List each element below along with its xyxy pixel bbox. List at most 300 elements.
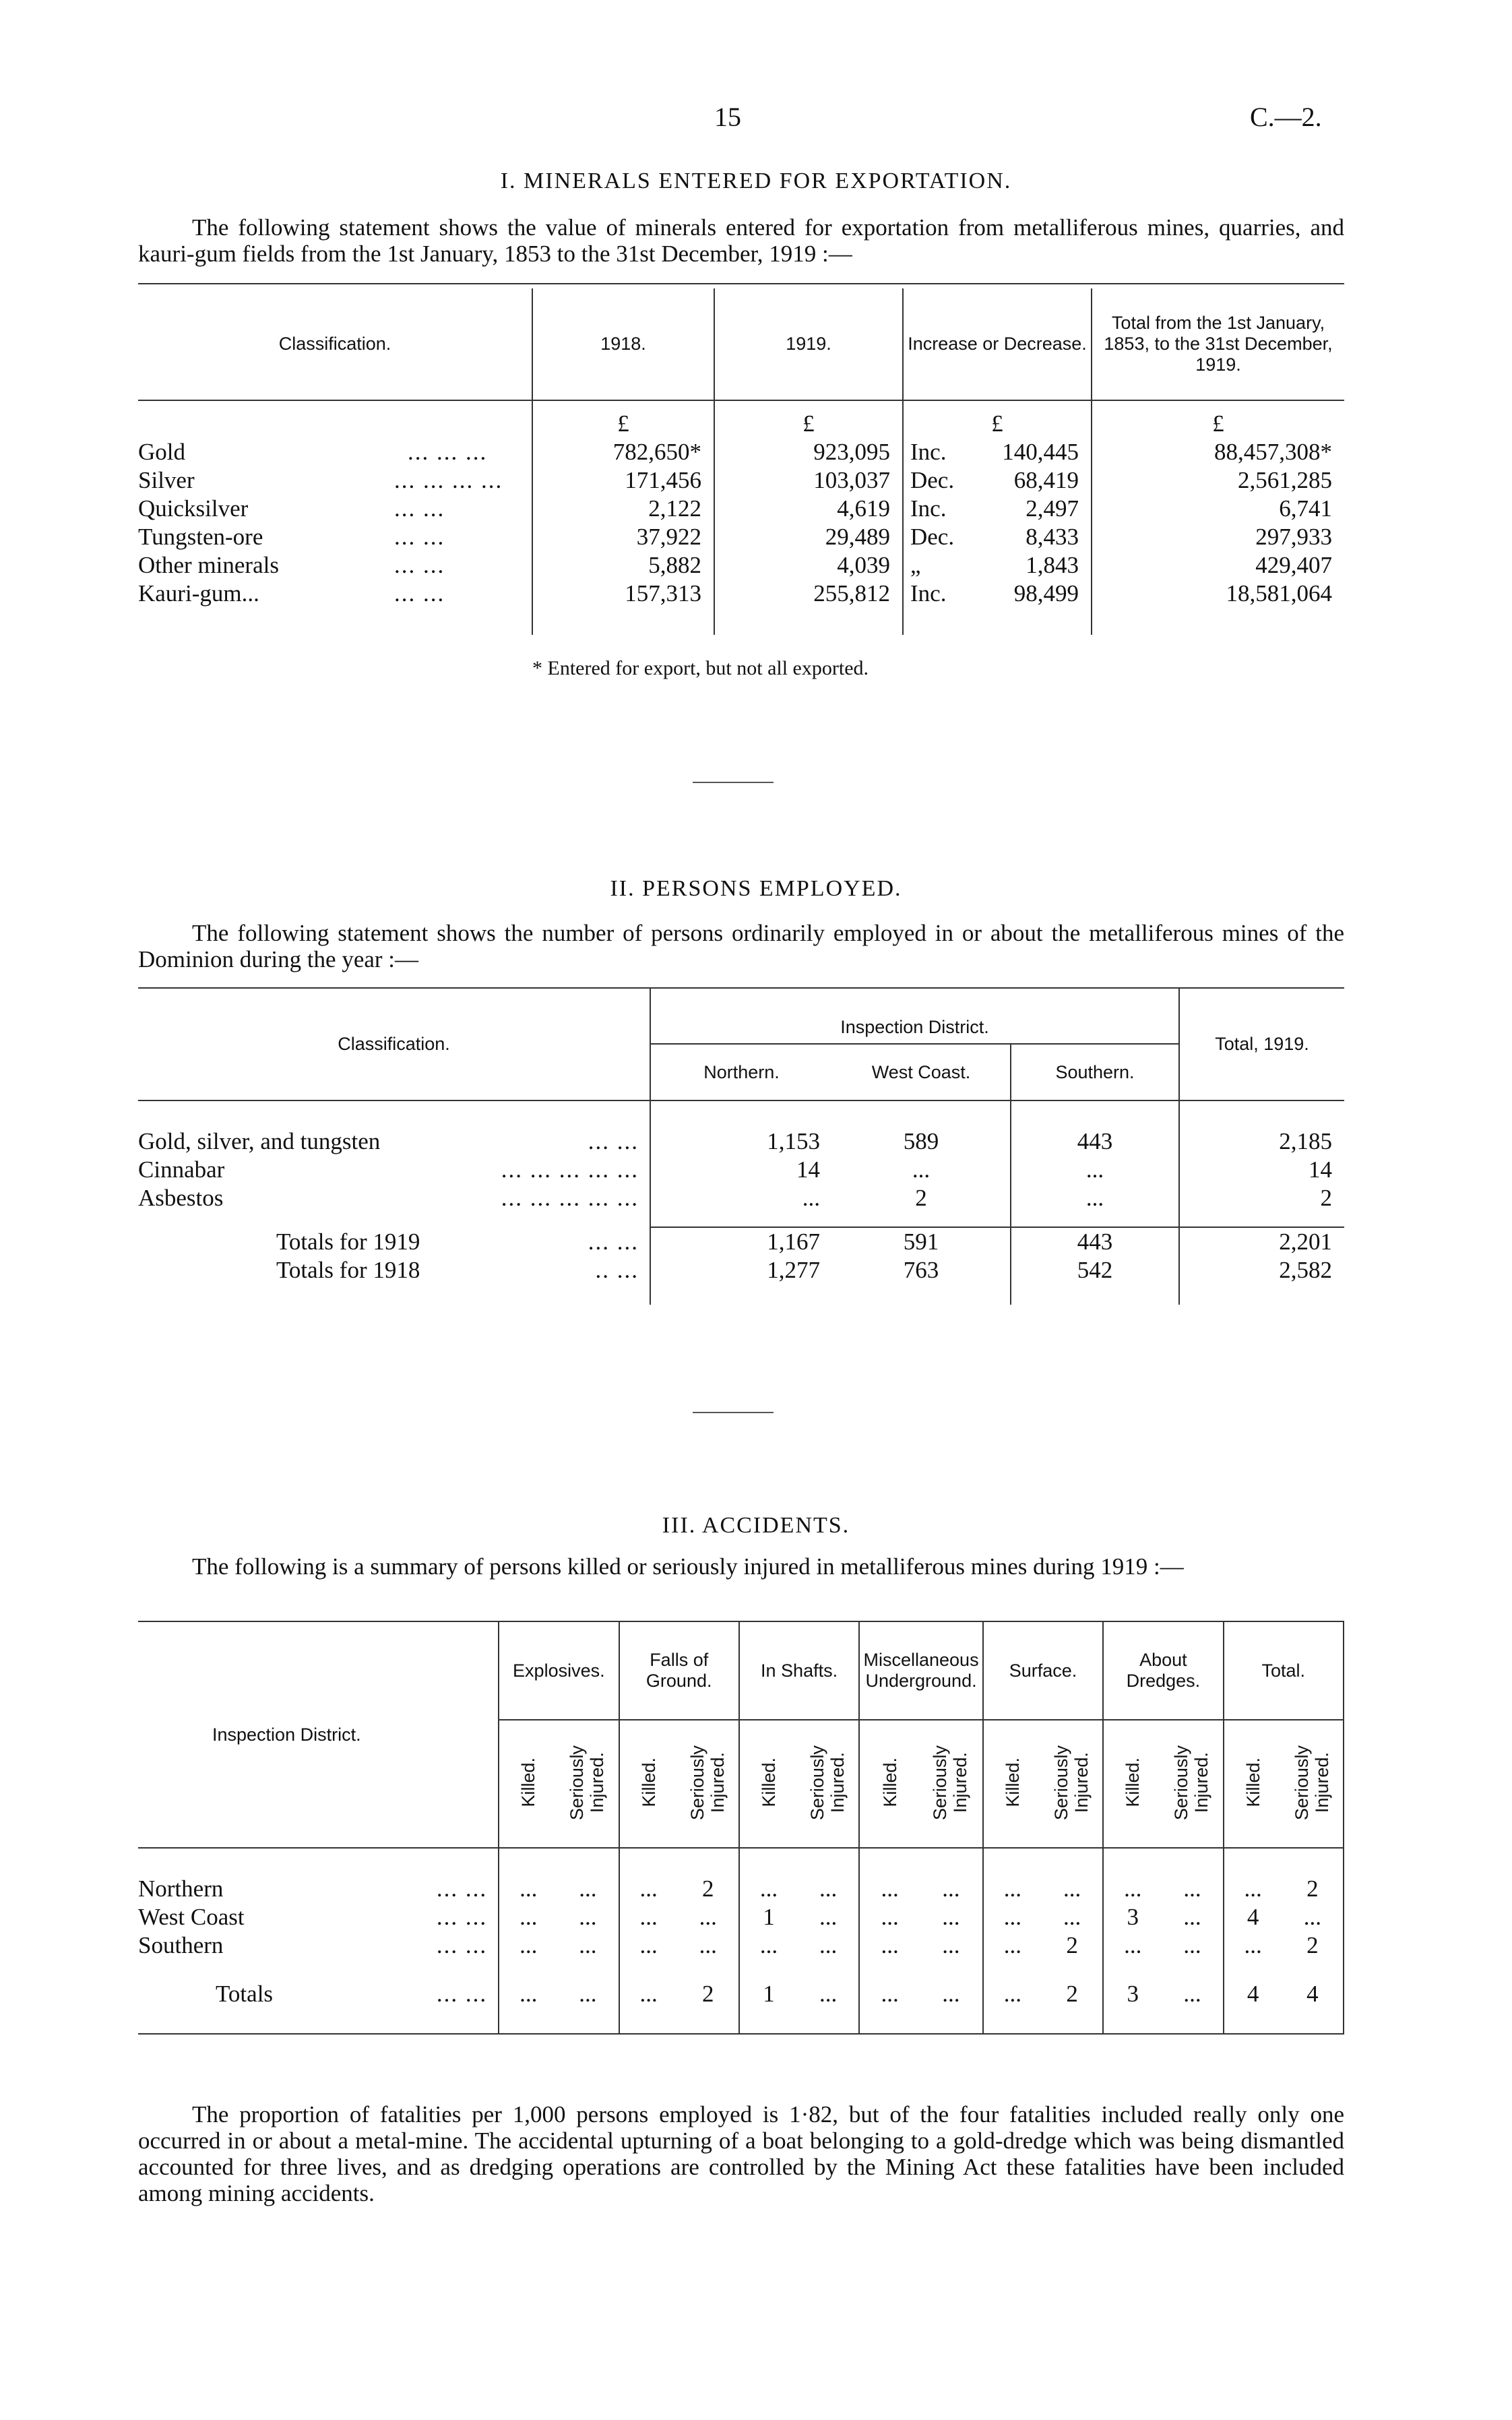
totals-spacer (138, 1212, 1344, 1227)
value-1919: 255,812 (714, 580, 903, 608)
mineral-row (138, 466, 1344, 495)
table-bottom-spacer (138, 608, 1344, 635)
killed-total: ... (881, 1981, 899, 2007)
header-inspection-district: Inspection District. (650, 989, 1179, 1044)
district-cell (138, 1903, 499, 1931)
change-type: Inc. (910, 580, 947, 607)
spacer-cell (1282, 2011, 1344, 2034)
spacer-cell (983, 2011, 1042, 2034)
injured-subheader: Seriously Injured. (1291, 1744, 1332, 1820)
injured-subheader: Seriously Injured. (1051, 1744, 1092, 1820)
change-cell (903, 580, 1092, 608)
grand-total: 2,582 (1279, 1257, 1332, 1283)
injured-value: ... (678, 1931, 739, 1960)
injured-value: ... (1162, 1931, 1223, 1960)
injured-total: ... (1162, 1977, 1223, 2011)
value-1918: 37,922 (532, 523, 714, 551)
spacer-cell (1103, 1848, 1162, 1875)
leader-dots: ... ... (394, 552, 445, 578)
value-1918: 171,456 (532, 466, 714, 495)
killed-value: ... (1124, 1875, 1142, 1902)
leader-dots: ... ... (436, 1981, 488, 2007)
total-since-1853: 297,933 (1255, 524, 1332, 550)
killed-total: 3 (1127, 1981, 1139, 2007)
northern-count: 1,153 (767, 1128, 820, 1154)
injured-value: ... (920, 1875, 983, 1903)
spacer-cell (650, 1100, 832, 1127)
value-1918: 782,650* (532, 438, 714, 466)
currency-total: £ (1212, 410, 1224, 437)
spacer-cell (499, 2011, 557, 2034)
leader-dots: ... ... ... ... (394, 467, 503, 493)
spacer-cell (499, 1848, 557, 1875)
mineral-name: Tungsten-ore (138, 524, 263, 550)
totals-label: Totals (216, 1981, 274, 2007)
section2-intro (138, 920, 1344, 972)
mineral-row (138, 580, 1344, 608)
change-type: „ (910, 552, 921, 578)
spacer-cell (920, 1848, 983, 1875)
spacer-cell (859, 1848, 920, 1875)
change-type: Inc. (910, 495, 947, 522)
leader-dots: ... ... (588, 1228, 639, 1255)
section2-title: II. PERSONS EMPLOYED. (610, 876, 902, 901)
spacer-cell (903, 608, 1092, 635)
accidents-table (138, 1622, 1344, 2035)
totals-label-cell (138, 1256, 650, 1284)
mineral-row (138, 438, 1344, 466)
killed-value: ... (1124, 1932, 1142, 1958)
district-cell (138, 1931, 499, 1960)
header-total-1919: Total, 1919. (1215, 1034, 1309, 1054)
currency-1919: £ (714, 400, 903, 438)
killed-total: ... (519, 1981, 538, 2007)
killed-subheader-cell (983, 1720, 1042, 1848)
section-divider-2 (693, 1412, 774, 1413)
page-number: 15 (714, 102, 741, 132)
injured-subheader-cell (920, 1720, 983, 1848)
killed-value: ... (881, 1932, 899, 1958)
section1-intro (138, 214, 1344, 267)
district-name: Southern (138, 1932, 224, 1958)
change-amount: 8,433 (1026, 524, 1079, 550)
southern-count: ... (1011, 1156, 1179, 1184)
spacer-cell (739, 1960, 798, 1977)
value-1919: 923,095 (714, 438, 903, 466)
value-1919: 103,037 (714, 466, 903, 495)
header-southern: Southern. (1011, 1044, 1179, 1100)
injured-value: ... (557, 1931, 619, 1960)
mineral-classification (138, 438, 532, 466)
section3-title: III. ACCIDENTS. (662, 1513, 850, 1538)
district-name: Northern (138, 1875, 224, 1902)
header-northern: Northern. (650, 1044, 832, 1100)
killed-value: 4 (1247, 1904, 1259, 1930)
accident-group-header: In Shafts. (739, 1622, 859, 1720)
mineral-name: Quicksilver (138, 495, 249, 522)
header-total-from-1853: Total from the 1st January, 1853, to the 31st December, 1919. (1104, 313, 1333, 375)
spacer-cell (798, 1960, 859, 1977)
header-spacer (138, 1100, 1344, 1127)
killed-subheader-cell (1103, 1720, 1162, 1848)
leader-dots: ... ... (588, 1128, 639, 1154)
spacer-cell (714, 608, 903, 635)
change-amount: 140,445 (1002, 439, 1079, 465)
value-1918: 157,313 (532, 580, 714, 608)
killed-subheader: Killed. (758, 1757, 779, 1807)
value-1919: 4,619 (714, 495, 903, 523)
mineral-name: Kauri-gum... (138, 580, 259, 607)
injured-subheader-cell (1282, 1720, 1344, 1848)
employment-row (138, 1156, 1344, 1184)
killed-value: ... (519, 1932, 538, 1958)
accident-row (138, 1931, 1344, 1960)
change-type: Dec. (910, 467, 955, 493)
total-since-1853: 88,457,308* (1214, 439, 1332, 465)
killed-subheader-cell (739, 1720, 798, 1848)
accident-group-header: Miscellaneous Underground. (859, 1622, 983, 1720)
killed-total: 4 (1247, 1981, 1259, 2007)
accident-totals-row (138, 1977, 1344, 2011)
killed-value: ... (1003, 1932, 1021, 1958)
spacer-cell (1224, 1960, 1282, 1977)
persons-employed-table (138, 989, 1344, 1305)
classification-name: Cinnabar (138, 1156, 225, 1183)
west-coast-count: 589 (832, 1127, 1011, 1156)
spacer-cell (798, 1848, 859, 1875)
section1-table-top-rule (138, 283, 1344, 284)
spacer-cell (859, 2011, 920, 2034)
employment-total-row (138, 1227, 1344, 1256)
spacer-cell (138, 1960, 499, 1977)
west-coast-total: 763 (832, 1256, 1011, 1284)
spacer-cell (678, 1848, 739, 1875)
spacer-cell (739, 2011, 798, 2034)
spacer-cell (1103, 1960, 1162, 1977)
killed-value: ... (881, 1904, 899, 1930)
killed-value: ... (1244, 1875, 1262, 1902)
injured-value: ... (1042, 1875, 1103, 1903)
mineral-name: Silver (138, 467, 195, 493)
west-coast-count: 2 (832, 1184, 1011, 1212)
spacer-cell (1162, 1960, 1223, 1977)
killed-value: ... (519, 1904, 538, 1930)
killed-subheader-cell (499, 1720, 557, 1848)
killed-subheader-cell (859, 1720, 920, 1848)
employment-row (138, 1127, 1344, 1156)
fatalities-paragraph (138, 2101, 1344, 2206)
mineral-classification (138, 466, 532, 495)
accident-row (138, 1903, 1344, 1931)
killed-subheader: Killed. (638, 1757, 659, 1807)
northern-total: 1,167 (767, 1229, 820, 1255)
injured-value: ... (1282, 1903, 1344, 1931)
spacer-cell (859, 1960, 920, 1977)
leader-dots: ... ... (436, 1904, 488, 1930)
mineral-classification (138, 495, 532, 523)
killed-subheader: Killed. (1002, 1757, 1023, 1807)
spacer-cell (1224, 2011, 1282, 2034)
change-cell (903, 438, 1092, 466)
spacer-cell (1179, 1100, 1344, 1127)
spacer-cell (138, 608, 532, 635)
mineral-row (138, 523, 1344, 551)
spacer-cell (532, 608, 714, 635)
bottom-spacer (138, 2011, 1344, 2034)
northern-total: 1,277 (767, 1257, 820, 1283)
injured-total: ... (557, 1977, 619, 2011)
killed-subheader: Killed. (518, 1757, 539, 1807)
section1-intro-text: The following statement shows the value of minerals entered for exportation from metalliferous mines, quarries, and kauri-gum fields from the 1st January, 1853 to the 31st December, 1919 :— (138, 214, 1344, 267)
totals-label: Totals for 1919 (276, 1228, 420, 1255)
injured-total: ... (920, 1977, 983, 2011)
killed-value: 3 (1127, 1904, 1139, 1930)
spacer-cell (920, 2011, 983, 2034)
spacer-cell (1162, 1848, 1223, 1875)
accident-row (138, 1875, 1344, 1903)
spacer-cell (619, 2011, 678, 2034)
mineral-row (138, 495, 1344, 523)
spacer-cell (138, 1848, 499, 1875)
employment-classification (138, 1156, 650, 1184)
totals-label-cell (138, 1227, 650, 1256)
change-cell (903, 466, 1092, 495)
injured-subheader-cell (678, 1720, 739, 1848)
spacer-cell (1179, 1284, 1344, 1305)
injured-subheader-cell (1162, 1720, 1223, 1848)
employment-classification (138, 1184, 650, 1212)
document-reference: C.—2. (1250, 102, 1322, 132)
employment-row (138, 1184, 1344, 1212)
change-type: Dec. (910, 524, 955, 550)
bottom-spacer (138, 1284, 1344, 1305)
spacer-cell (1282, 1960, 1344, 1977)
spacer-cell (138, 1100, 650, 1127)
injured-value: ... (798, 1875, 859, 1903)
injured-value: 2 (1042, 1931, 1103, 1960)
value-1918: 5,882 (532, 551, 714, 580)
injured-subheader: Seriously Injured. (1171, 1744, 1212, 1820)
leader-dots: ... ... (394, 580, 445, 607)
employment-classification (138, 1127, 650, 1156)
change-amount: 68,419 (1013, 467, 1079, 493)
section2-intro-text: The following statement shows the number of persons ordinarily employed in or about the metalliferous mines of the Dominion during the year :— (138, 920, 1344, 972)
injured-subheader-cell (557, 1720, 619, 1848)
killed-value: ... (639, 1932, 658, 1958)
header-classification: Classification. (138, 288, 532, 400)
injured-value: ... (678, 1903, 739, 1931)
change-cell (903, 551, 1092, 580)
injured-value: 2 (678, 1875, 739, 1903)
total-count: 14 (1309, 1156, 1332, 1183)
killed-value: ... (1003, 1904, 1021, 1930)
spacer-cell (983, 1960, 1042, 1977)
injured-subheader-cell (798, 1720, 859, 1848)
total-count: 2,185 (1279, 1128, 1332, 1154)
spacer-cell (557, 2011, 619, 2034)
header-spacer (138, 1848, 1344, 1875)
injured-value: ... (1042, 1903, 1103, 1931)
currency-change: £ (903, 400, 1092, 438)
killed-subheader: Killed. (879, 1757, 900, 1807)
header-classification: Classification. (138, 989, 650, 1100)
injured-value: ... (798, 1931, 859, 1960)
spacer-cell (920, 1960, 983, 1977)
northern-count: 14 (796, 1156, 820, 1183)
value-1919: 29,489 (714, 523, 903, 551)
header-1919: 1919. (714, 288, 903, 400)
section1-footnote: * Entered for export, but not all exported. (532, 657, 869, 679)
injured-value: ... (1162, 1903, 1223, 1931)
injured-value: 2 (1282, 1875, 1344, 1903)
change-cell (903, 523, 1092, 551)
killed-value: ... (639, 1904, 658, 1930)
accident-group-header: Total. (1224, 1622, 1344, 1720)
injured-subheader: Seriously Injured. (687, 1744, 728, 1820)
injured-subheader: Seriously Injured. (807, 1744, 848, 1820)
change-cell (903, 495, 1092, 523)
section3-intro-text: The following is a summary of persons killed or seriously injured in metalliferous mines during 1919 :— (192, 1553, 1184, 1580)
killed-total: ... (1003, 1981, 1021, 2007)
leader-dots: ... ... ... ... ... (501, 1156, 639, 1183)
spacer-cell (1011, 1100, 1179, 1127)
spacer-cell (832, 1100, 1011, 1127)
mineral-row (138, 551, 1344, 580)
spacer-cell (557, 1848, 619, 1875)
spacer-cell (499, 1960, 557, 1977)
spacer-cell (650, 1212, 832, 1227)
spacer-cell (1042, 1848, 1103, 1875)
killed-total: 1 (763, 1981, 775, 2007)
killed-value: ... (1003, 1875, 1021, 1902)
spacer-cell (1224, 1848, 1282, 1875)
spacer-cell (557, 1960, 619, 1977)
grand-total: 2,201 (1279, 1229, 1332, 1255)
change-amount: 2,497 (1026, 495, 1079, 522)
killed-value: ... (881, 1875, 899, 1902)
spacer-cell (739, 1848, 798, 1875)
spacer-cell (138, 2011, 499, 2034)
killed-subheader: Killed. (1242, 1757, 1263, 1807)
spacer-cell (1103, 2011, 1162, 2034)
injured-subheader-cell (1042, 1720, 1103, 1848)
spacer-cell (138, 1284, 650, 1305)
leader-dots: ... ... ... ... ... (501, 1185, 639, 1211)
spacer-cell (1162, 2011, 1223, 2034)
injured-value: ... (920, 1903, 983, 1931)
injured-value: 2 (1282, 1931, 1344, 1960)
spacer-cell (832, 1284, 1011, 1305)
killed-value: ... (1244, 1932, 1262, 1958)
injured-total: 4 (1282, 1977, 1344, 2011)
total-since-1853: 2,561,285 (1238, 467, 1332, 493)
spacer-cell (1179, 1212, 1344, 1227)
killed-value: 1 (763, 1904, 775, 1930)
header-increase-decrease: Increase or Decrease. (903, 288, 1092, 400)
killed-value: ... (759, 1932, 778, 1958)
accident-group-header: Explosives. (499, 1622, 619, 1720)
leader-dots: ... ... ... (408, 439, 488, 465)
mineral-classification (138, 551, 532, 580)
killed-value: ... (519, 1875, 538, 1902)
totals-spacer (138, 1960, 1344, 1977)
spacer-cell (798, 2011, 859, 2034)
injured-value: ... (557, 1903, 619, 1931)
west-coast-total: 591 (832, 1227, 1011, 1256)
total-since-1853: 18,581,064 (1226, 580, 1332, 607)
value-1919: 4,039 (714, 551, 903, 580)
spacer-cell (619, 1848, 678, 1875)
change-type: Inc. (910, 439, 947, 465)
spacer-cell (1282, 1848, 1344, 1875)
spacer-cell (678, 2011, 739, 2034)
header-west-coast: West Coast. (832, 1044, 1011, 1100)
injured-total: 2 (1042, 1977, 1103, 2011)
injured-value: ... (557, 1875, 619, 1903)
section3-intro (138, 1553, 1344, 1580)
injured-subheader: Seriously Injured. (930, 1744, 971, 1820)
leader-dots: ... ... (394, 524, 445, 550)
header-inspection-district: Inspection District. (138, 1622, 499, 1848)
spacer-cell (138, 1212, 650, 1227)
fatalities-paragraph-text: The proportion of fatalities per 1,000 persons employed is 1·82, but of the four fatalities included really only one occurred in or about a metal-mine. The accidental upturning of a boat belonging to a gold-dredge which was being dismantled accounted for three lives, and as dredging operations are controlled by the Mining Act these fatalities have been included among mining accidents. (138, 2101, 1344, 2206)
injured-value: ... (798, 1903, 859, 1931)
section1-title: I. MINERALS ENTERED FOR EXPORTATION. (500, 168, 1012, 193)
spacer-cell (983, 1848, 1042, 1875)
spacer-cell (1042, 2011, 1103, 2034)
mineral-name: Other minerals (138, 552, 279, 578)
spacer-cell (619, 1960, 678, 1977)
accident-group-header: Surface. (983, 1622, 1103, 1720)
killed-total: ... (639, 1981, 658, 2007)
classification-name: Asbestos (138, 1185, 224, 1211)
west-coast-count: ... (832, 1156, 1011, 1184)
mineral-name: Gold (138, 439, 185, 465)
spacer-cell (678, 1960, 739, 1977)
total-since-1853: 6,741 (1279, 495, 1332, 522)
district-cell (138, 1875, 499, 1903)
leader-dots: ... ... (436, 1875, 488, 1902)
value-1918: 2,122 (532, 495, 714, 523)
northern-count: ... (802, 1185, 820, 1211)
killed-value: ... (759, 1875, 778, 1902)
leader-dots: ... ... (394, 495, 445, 522)
southern-count: 443 (1011, 1127, 1179, 1156)
injured-total: ... (798, 1977, 859, 2011)
accident-group-header: Falls of Ground. (619, 1622, 739, 1720)
currency-1918: £ (532, 400, 714, 438)
spacer-cell (1011, 1284, 1179, 1305)
southern-count: ... (1011, 1184, 1179, 1212)
spacer-cell (1092, 608, 1344, 635)
killed-subheader-cell (619, 1720, 678, 1848)
spacer-cell (832, 1212, 1011, 1227)
leader-dots: ... ... (436, 1932, 488, 1958)
injured-value: ... (1162, 1875, 1223, 1903)
spacer-cell (1011, 1212, 1179, 1227)
southern-total: 542 (1011, 1256, 1179, 1284)
injured-value: ... (920, 1931, 983, 1960)
minerals-table (138, 288, 1344, 635)
district-name: West Coast (138, 1904, 245, 1930)
spacer-cell (1042, 1960, 1103, 1977)
totals-label-cell (138, 1977, 499, 2011)
spacer-cell (650, 1284, 832, 1305)
killed-subheader: Killed. (1123, 1757, 1143, 1807)
killed-value: ... (639, 1875, 658, 1902)
killed-subheader-cell (1224, 1720, 1282, 1848)
total-count: 2 (1320, 1185, 1332, 1211)
